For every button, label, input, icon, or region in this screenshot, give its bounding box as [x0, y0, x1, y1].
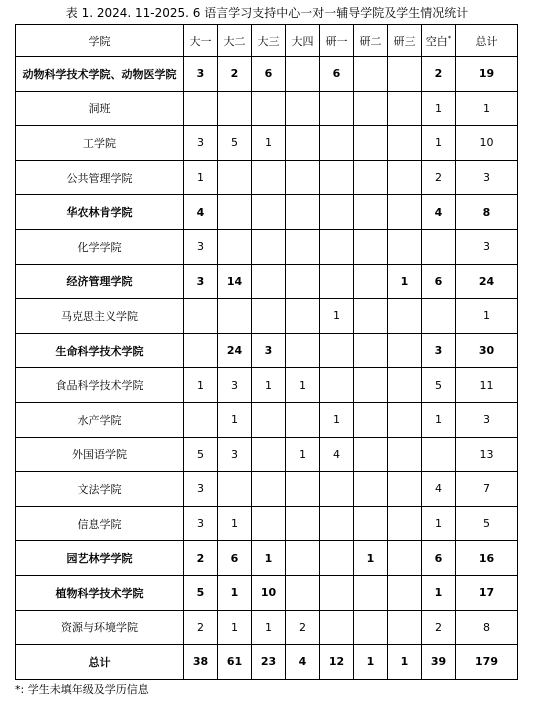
year-4-cell	[286, 264, 320, 299]
grad-1-cell	[320, 264, 354, 299]
grad-2-cell	[354, 368, 388, 403]
grad-2-cell	[354, 57, 388, 92]
year-4-cell	[286, 402, 320, 437]
statistics-table	[15, 24, 518, 680]
blank-cell	[422, 299, 456, 334]
table-row	[16, 160, 518, 195]
grad-1-cell: 1	[320, 402, 354, 437]
year-1-cell: 5	[184, 437, 218, 472]
year-2-cell: 2	[218, 57, 252, 92]
year-3-cell	[252, 195, 286, 230]
year-2-cell	[218, 299, 252, 334]
college-cell: 食品科学技术学院	[16, 368, 184, 403]
college-cell: 总计	[16, 645, 184, 680]
grad-2-cell	[354, 472, 388, 507]
header-row	[16, 25, 518, 57]
header-total: 总计	[456, 25, 518, 57]
table-caption: 表 1. 2024. 11-2025. 6 语言学习支持中心一对一辅导学院及学生情况统计	[65, 6, 469, 20]
total-cell: 17	[456, 575, 518, 610]
table-row	[16, 437, 518, 472]
year-3-cell: 6	[252, 57, 286, 92]
college-cell: 水产学院	[16, 402, 184, 437]
year-2-cell: 1	[218, 402, 252, 437]
grad-2-cell	[354, 575, 388, 610]
grad-3-cell	[388, 299, 422, 334]
year-4-cell	[286, 126, 320, 161]
year-4-cell	[286, 541, 320, 576]
header-year-2: 大二	[218, 25, 252, 57]
grad-1-cell	[320, 229, 354, 264]
grad-3-cell	[388, 229, 422, 264]
blank-cell: 4	[422, 472, 456, 507]
year-3-cell: 3	[252, 333, 286, 368]
year-2-cell	[218, 229, 252, 264]
year-3-cell	[252, 437, 286, 472]
table-row	[16, 264, 518, 299]
table-row	[16, 610, 518, 645]
header-college: 学院	[16, 25, 184, 57]
year-3-cell: 1	[252, 368, 286, 403]
year-3-cell	[252, 229, 286, 264]
grad-2-cell	[354, 437, 388, 472]
blank-cell: 6	[422, 541, 456, 576]
year-2-cell	[218, 160, 252, 195]
year-1-cell: 38	[184, 645, 218, 680]
table-row	[16, 368, 518, 403]
grad-3-cell	[388, 333, 422, 368]
blank-cell: 2	[422, 610, 456, 645]
year-3-cell	[252, 402, 286, 437]
table-row	[16, 229, 518, 264]
year-2-cell: 1	[218, 610, 252, 645]
year-4-cell: 1	[286, 437, 320, 472]
college-cell: 公共管理学院	[16, 160, 184, 195]
grad-2-cell	[354, 264, 388, 299]
grad-2-cell	[354, 91, 388, 126]
total-cell: 5	[456, 506, 518, 541]
year-2-cell: 14	[218, 264, 252, 299]
year-4-cell	[286, 229, 320, 264]
grad-3-cell	[388, 402, 422, 437]
year-1-cell: 3	[184, 57, 218, 92]
header-grad-3: 研三	[388, 25, 422, 57]
grad-3-cell	[388, 57, 422, 92]
grad-3-cell	[388, 195, 422, 230]
year-4-cell	[286, 57, 320, 92]
year-4-cell	[286, 160, 320, 195]
grad-1-cell	[320, 541, 354, 576]
header-year-3: 大三	[252, 25, 286, 57]
blank-cell: 1	[422, 91, 456, 126]
college-cell: 洞班	[16, 91, 184, 126]
grad-2-cell	[354, 402, 388, 437]
year-2-cell: 24	[218, 333, 252, 368]
college-cell: 资源与环境学院	[16, 610, 184, 645]
year-1-cell: 1	[184, 368, 218, 403]
year-1-cell	[184, 91, 218, 126]
year-3-cell: 1	[252, 541, 286, 576]
year-2-cell: 1	[218, 506, 252, 541]
blank-cell	[422, 437, 456, 472]
year-1-cell: 2	[184, 610, 218, 645]
grad-1-cell	[320, 472, 354, 507]
total-cell: 7	[456, 472, 518, 507]
table-row	[16, 126, 518, 161]
grad-1-cell	[320, 575, 354, 610]
grad-2-cell	[354, 506, 388, 541]
total-cell: 1	[456, 91, 518, 126]
year-1-cell: 5	[184, 575, 218, 610]
total-cell: 8	[456, 610, 518, 645]
blank-cell: 39	[422, 645, 456, 680]
grad-1-cell	[320, 333, 354, 368]
year-3-cell: 10	[252, 575, 286, 610]
table-row	[16, 299, 518, 334]
college-cell: 动物科学技术学院、动物医学院	[16, 57, 184, 92]
year-2-cell: 61	[218, 645, 252, 680]
total-cell: 19	[456, 57, 518, 92]
year-1-cell: 3	[184, 472, 218, 507]
grad-3-cell	[388, 368, 422, 403]
year-3-cell	[252, 472, 286, 507]
year-1-cell: 4	[184, 195, 218, 230]
header-year-4: 大四	[286, 25, 320, 57]
total-cell: 13	[456, 437, 518, 472]
blank-cell	[422, 229, 456, 264]
year-1-cell: 1	[184, 160, 218, 195]
grad-1-cell: 6	[320, 57, 354, 92]
grad-1-cell	[320, 91, 354, 126]
year-2-cell	[218, 472, 252, 507]
header-grad-1: 研一	[320, 25, 354, 57]
blank-cell: 3	[422, 333, 456, 368]
blank-cell: 6	[422, 264, 456, 299]
year-4-cell	[286, 299, 320, 334]
blank-cell: 5	[422, 368, 456, 403]
grad-3-cell	[388, 610, 422, 645]
year-3-cell: 1	[252, 126, 286, 161]
grad-2-cell: 1	[354, 541, 388, 576]
year-1-cell: 3	[184, 126, 218, 161]
year-2-cell	[218, 195, 252, 230]
year-3-cell: 1	[252, 610, 286, 645]
year-3-cell	[252, 91, 286, 126]
year-3-cell	[252, 506, 286, 541]
year-3-cell	[252, 299, 286, 334]
total-cell: 1	[456, 299, 518, 334]
blank-cell: 1	[422, 506, 456, 541]
table-row	[16, 541, 518, 576]
year-4-cell: 1	[286, 368, 320, 403]
grad-3-cell	[388, 575, 422, 610]
header-blank-label: 空白	[425, 34, 448, 48]
table-row	[16, 472, 518, 507]
year-3-cell: 23	[252, 645, 286, 680]
header-year-1: 大一	[184, 25, 218, 57]
year-4-cell	[286, 472, 320, 507]
year-4-cell	[286, 575, 320, 610]
grad-1-cell	[320, 195, 354, 230]
year-4-cell	[286, 333, 320, 368]
college-cell: 化学学院	[16, 229, 184, 264]
grad-2-cell	[354, 126, 388, 161]
grad-2-cell	[354, 195, 388, 230]
grad-3-cell	[388, 472, 422, 507]
blank-cell: 1	[422, 575, 456, 610]
header-grad-2: 研二	[354, 25, 388, 57]
total-cell: 3	[456, 229, 518, 264]
college-cell: 经济管理学院	[16, 264, 184, 299]
college-cell: 华农林肯学院	[16, 195, 184, 230]
year-2-cell	[218, 91, 252, 126]
year-4-cell	[286, 506, 320, 541]
blank-cell: 4	[422, 195, 456, 230]
total-row	[16, 645, 518, 680]
year-2-cell: 3	[218, 368, 252, 403]
table-row	[16, 333, 518, 368]
blank-cell: 2	[422, 160, 456, 195]
grad-2-cell: 1	[354, 645, 388, 680]
total-cell: 10	[456, 126, 518, 161]
grad-1-cell	[320, 368, 354, 403]
college-cell: 生命科学技术学院	[16, 333, 184, 368]
total-cell: 179	[456, 645, 518, 680]
year-1-cell: 2	[184, 541, 218, 576]
grad-1-cell	[320, 126, 354, 161]
grad-2-cell	[354, 333, 388, 368]
year-2-cell: 1	[218, 575, 252, 610]
grad-3-cell	[388, 126, 422, 161]
grad-3-cell	[388, 541, 422, 576]
blank-cell: 1	[422, 126, 456, 161]
grad-3-cell: 1	[388, 264, 422, 299]
college-cell: 工学院	[16, 126, 184, 161]
total-cell: 16	[456, 541, 518, 576]
year-1-cell: 3	[184, 264, 218, 299]
total-cell: 8	[456, 195, 518, 230]
college-cell: 文法学院	[16, 472, 184, 507]
year-1-cell	[184, 299, 218, 334]
year-1-cell	[184, 402, 218, 437]
grad-2-cell	[354, 299, 388, 334]
college-cell: 外国语学院	[16, 437, 184, 472]
year-2-cell: 6	[218, 541, 252, 576]
college-cell: 马克思主义学院	[16, 299, 184, 334]
header-blank	[422, 25, 456, 57]
grad-1-cell: 1	[320, 299, 354, 334]
year-1-cell: 3	[184, 506, 218, 541]
blank-cell: 1	[422, 402, 456, 437]
grad-3-cell	[388, 506, 422, 541]
year-4-cell	[286, 91, 320, 126]
total-cell: 11	[456, 368, 518, 403]
grad-2-cell	[354, 160, 388, 195]
year-4-cell: 2	[286, 610, 320, 645]
year-3-cell	[252, 160, 286, 195]
grad-2-cell	[354, 610, 388, 645]
table-row	[16, 575, 518, 610]
grad-1-cell	[320, 160, 354, 195]
blank-cell: 2	[422, 57, 456, 92]
grad-1-cell	[320, 610, 354, 645]
grad-3-cell	[388, 437, 422, 472]
year-4-cell: 4	[286, 645, 320, 680]
year-1-cell: 3	[184, 229, 218, 264]
year-3-cell	[252, 264, 286, 299]
footnote: *: 学生未填年级及学历信息	[15, 683, 149, 696]
footnote-marker: *	[447, 33, 452, 42]
table-row	[16, 506, 518, 541]
total-cell: 30	[456, 333, 518, 368]
table-body	[16, 57, 518, 680]
grad-2-cell	[354, 229, 388, 264]
table-row	[16, 402, 518, 437]
grad-3-cell	[388, 91, 422, 126]
grad-1-cell	[320, 506, 354, 541]
year-1-cell	[184, 333, 218, 368]
college-cell: 植物科学技术学院	[16, 575, 184, 610]
total-cell: 3	[456, 402, 518, 437]
grad-1-cell: 12	[320, 645, 354, 680]
total-cell: 24	[456, 264, 518, 299]
college-cell: 园艺林学学院	[16, 541, 184, 576]
college-cell: 信息学院	[16, 506, 184, 541]
table-row	[16, 57, 518, 92]
year-2-cell: 3	[218, 437, 252, 472]
year-2-cell: 5	[218, 126, 252, 161]
grad-3-cell: 1	[388, 645, 422, 680]
grad-3-cell	[388, 160, 422, 195]
table-row	[16, 91, 518, 126]
year-4-cell	[286, 195, 320, 230]
grad-1-cell: 4	[320, 437, 354, 472]
total-cell: 3	[456, 160, 518, 195]
table-row	[16, 195, 518, 230]
